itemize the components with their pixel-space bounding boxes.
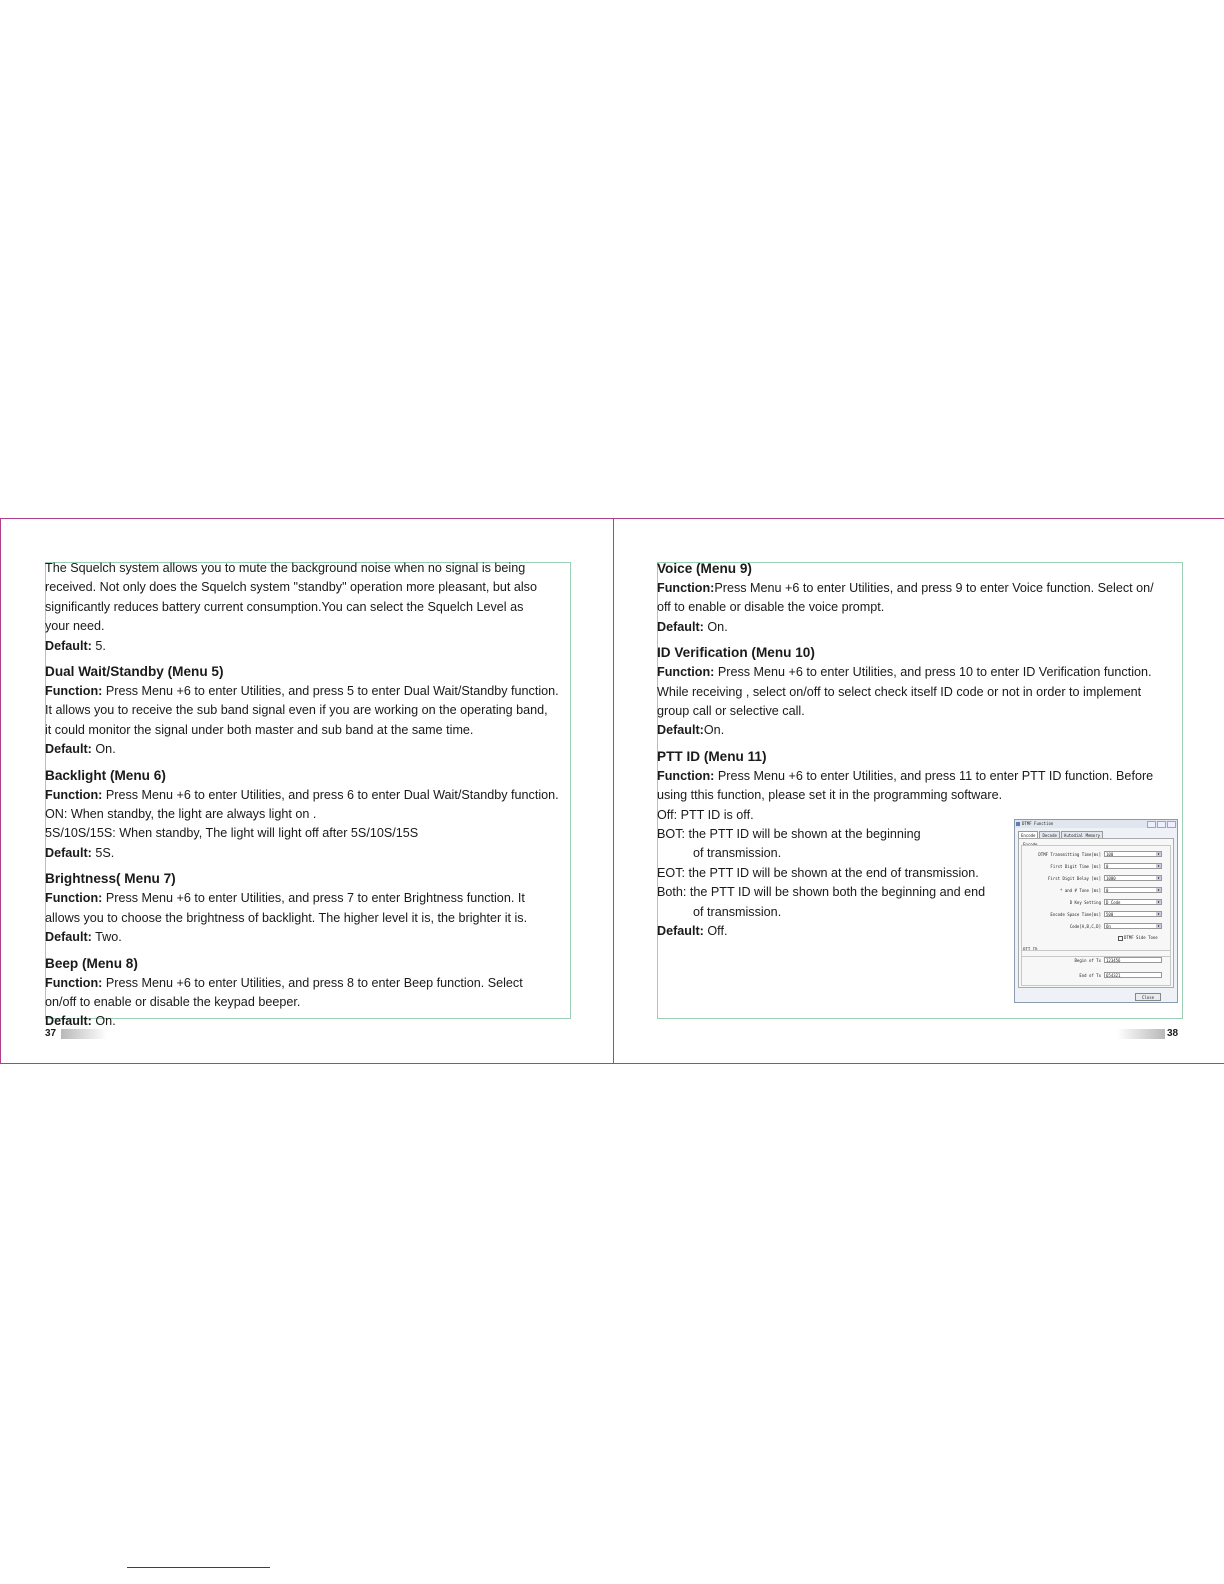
default-line: Default: On.: [657, 619, 728, 634]
function-line: Function: Press Menu +6 to enter Utilities, and press 10 to enter ID Verification function.: [657, 665, 1152, 680]
ptt-group-label: PTT ID: [1023, 947, 1038, 952]
default-line: Default: Off.: [657, 924, 728, 939]
link-underline: [127, 1567, 270, 1568]
left-page-column: [45, 559, 585, 1032]
default-line: Default:On.: [657, 723, 725, 738]
chevron-down-icon: ▼: [1157, 912, 1160, 916]
chevron-down-icon: ▼: [1157, 864, 1160, 868]
tab-decode: Decode: [1039, 831, 1059, 838]
ptt-option-line: BOT: the PTT ID will be shown at the beginning: [657, 827, 921, 842]
body-line: using tthis function, please set it in the programming software.: [657, 788, 1003, 803]
chevron-down-icon: ▼: [1157, 876, 1160, 880]
dtmf-row: * and # Tone [ms] 0 ▼: [1019, 887, 1173, 895]
default-line: Default: On.: [45, 1014, 116, 1029]
ptt-option-line: EOT: the PTT ID will be shown at the end of transmission.: [657, 865, 979, 880]
function-line: Function:Press Menu +6 to enter Utilities, and press 9 to enter Voice function. Select on/: [657, 581, 1154, 595]
intro-line: significantly reduces battery current consumption.You can select the Squelch Level as: [45, 599, 524, 614]
intro-line: received. Not only does the Squelch system "standby" operation more pleasant, but also: [45, 580, 537, 595]
ptt-option-line: Both: the PTT ID will be shown both the beginning and end: [657, 885, 986, 900]
section-title-brightness: Brightness( Menu 7): [45, 871, 176, 887]
dtmf-row: D Key Setting D Code ▼: [1019, 899, 1173, 907]
section-title-backlight: Backlight (Menu 6): [45, 767, 166, 783]
function-line: Function: Press Menu +6 to enter Utilities, and press 7 to enter Brightness function. It: [45, 891, 525, 906]
intro-default: Default: 5.: [45, 638, 106, 653]
tab-encode: Encode: [1018, 831, 1038, 838]
body-line: While receiving , select on/off to select check itself ID code or not in order to implement: [657, 684, 1142, 699]
page-number-right: 38: [1167, 1028, 1179, 1039]
body-line: group call or selective call.: [657, 704, 805, 719]
body-line: 5S/10S/15S: When standby, The light will light off after 5S/10S/15S: [45, 826, 419, 841]
body-line: ON: When standby, the light are always light on .: [45, 807, 317, 822]
app-icon: [1016, 822, 1020, 826]
checkbox-icon: [1118, 936, 1123, 941]
ptt-option-line: of transmission.: [693, 846, 782, 861]
body-line: on/off to enable or disable the keypad beeper.: [45, 994, 301, 1009]
end-tx-row: End of Tx 654321: [1019, 972, 1173, 980]
close-icon: [1167, 821, 1176, 828]
page-number-bar-left: [61, 1029, 107, 1039]
function-line: Function: Press Menu +6 to enter Utilities, and press 5 to enter Dual Wait/Standby function.: [45, 684, 559, 699]
intro-line: your need.: [45, 619, 105, 634]
dtmf-row: First Digit Time [ms] 0 ▼: [1019, 863, 1173, 871]
chevron-down-icon: ▼: [1157, 900, 1160, 904]
ptt-group-box: [1021, 950, 1171, 986]
dialog-close-button: Close: [1135, 993, 1161, 1001]
function-line: Function: Press Menu +6 to enter Utilities, and press 8 to enter Beep function. Select: [45, 975, 523, 990]
chevron-down-icon: ▼: [1157, 852, 1160, 856]
dialog-tabs: [1018, 831, 1104, 838]
dtmf-row: Encode Space Time[ms] 500 ▼: [1019, 911, 1173, 919]
body-line: allows you to choose the brightness of backlight. The higher level it is, the brighter it is.: [45, 910, 528, 925]
body-line: It allows you to receive the sub band signal even if you are working on the operating band,: [45, 703, 548, 718]
manual-spread: [0, 518, 1224, 1064]
function-line: Function: Press Menu +6 to enter Utilities, and press 11 to enter PTT ID function. Before: [657, 768, 1154, 783]
minimize-icon: [1147, 821, 1156, 828]
dialog-title-bar: [1015, 820, 1177, 828]
page-divider: [613, 519, 614, 1063]
dialog-title: DTMF Function: [1022, 821, 1054, 826]
function-line: Function: Press Menu +6 to enter Utilities, and press 6 to enter Dual Wait/Standby function.: [45, 787, 559, 802]
section-title-voice: Voice (Menu 9): [657, 561, 752, 576]
maximize-icon: [1157, 821, 1166, 828]
ptt-option-line: Off: PTT ID is off.: [657, 807, 754, 822]
tab-autodial-memory: Autodial Memory: [1061, 831, 1103, 838]
side-tone-checkbox: DTMF Side Tone: [1118, 935, 1158, 941]
section-title-dual-wait: Dual Wait/Standby (Menu 5): [45, 664, 224, 680]
chevron-down-icon: ▼: [1157, 888, 1160, 892]
chevron-down-icon: ▼: [1157, 924, 1160, 928]
begin-tx-row: Begin of Tx 123456: [1019, 957, 1173, 965]
encode-panel: [1018, 838, 1174, 988]
dtmf-dialog-screenshot: [1014, 819, 1178, 1003]
intro-line: The Squelch system allows you to mute the background noise when no signal is being: [45, 561, 526, 575]
page-number-bar-right: [1117, 1029, 1165, 1039]
ptt-option-line: of transmission.: [693, 904, 782, 919]
page-number-left: 37: [45, 1028, 57, 1039]
body-line: it could monitor the signal under both master and sub band at the same time.: [45, 722, 474, 737]
encode-group-label: Encode: [1023, 842, 1038, 847]
default-line: Default: On.: [45, 742, 116, 757]
section-title-beep: Beep (Menu 8): [45, 955, 138, 971]
dtmf-row: DTMF Transmitting Time[ms] 100 ▼: [1019, 851, 1173, 859]
dtmf-row: Code[A,B,C,D] On ▼: [1019, 923, 1173, 931]
body-line: off to enable or disable the voice prompt.: [657, 600, 885, 615]
section-title-ptt-id: PTT ID (Menu 11): [657, 748, 767, 764]
section-title-id-verification: ID Verification (Menu 10): [657, 645, 815, 661]
dtmf-row: First Digit Delay [ms] 1000 ▼: [1019, 875, 1173, 883]
default-line: Default: Two.: [45, 930, 122, 945]
default-line: Default: 5S.: [45, 845, 115, 860]
